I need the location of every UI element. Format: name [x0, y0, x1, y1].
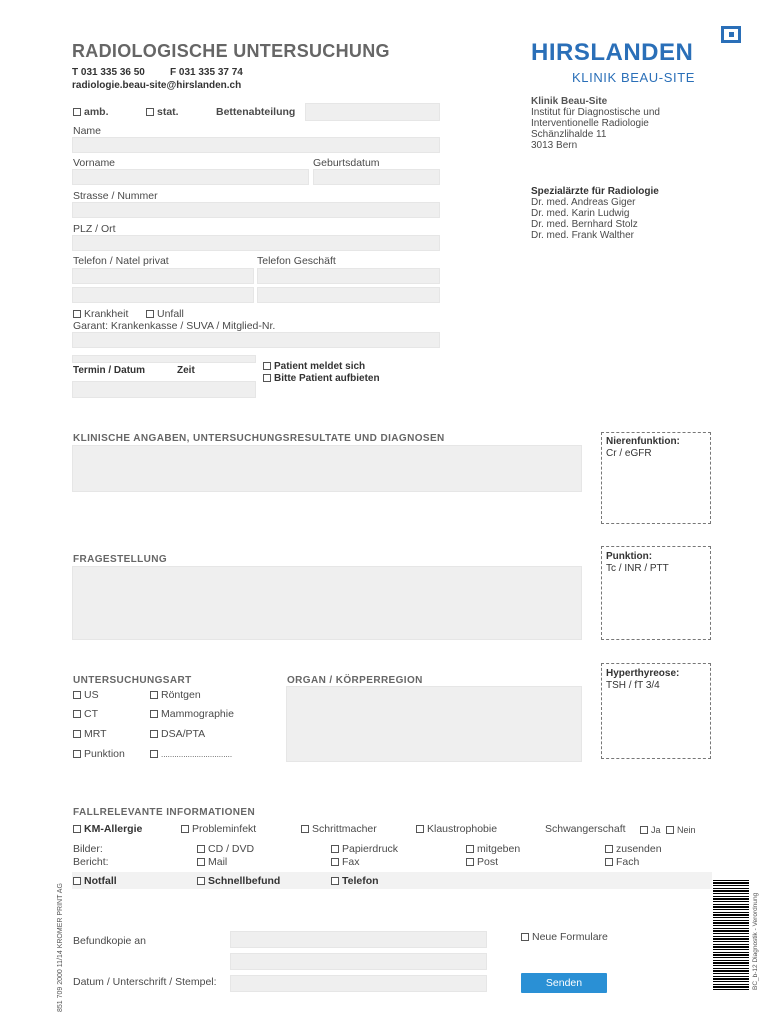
patient-self-label: Patient meldet sich [274, 361, 366, 372]
header-phone: T 031 335 36 50 [72, 67, 145, 78]
paper-label: Papierdruck [342, 843, 399, 855]
city-field[interactable] [72, 235, 440, 251]
puncture-title: Punktion: [606, 551, 653, 562]
km-allergy-checkbox[interactable] [73, 823, 142, 836]
exam-dsa-checkbox[interactable] [150, 728, 205, 741]
barcode-text: BC_b-12 Diagnostik - Verordnung [752, 892, 759, 990]
post-label: Post [477, 856, 499, 868]
images-label: Bilder: [73, 843, 103, 855]
thyroid-box[interactable] [601, 663, 711, 759]
cddvd-label: CD / DVD [208, 843, 255, 855]
checkbox-icon [181, 825, 189, 833]
organ-textarea[interactable] [286, 686, 582, 762]
checkbox-icon [73, 710, 81, 718]
checkbox-icon [331, 858, 339, 866]
new-forms-checkbox[interactable] [521, 931, 608, 944]
barcode [713, 878, 749, 990]
kidney-title: Nierenfunktion: [606, 436, 680, 447]
checkbox-icon [331, 877, 339, 885]
copy-label: Befundkopie an [73, 935, 146, 947]
km-allergy-label: KM-Allergie [84, 823, 143, 835]
amb-label: amb. [84, 106, 109, 118]
post-checkbox[interactable] [466, 856, 498, 869]
name-label: Name [73, 125, 102, 137]
address-street: Schänzlihalde 11 [531, 129, 607, 140]
exam-mrt-checkbox[interactable] [73, 728, 107, 741]
send-button[interactable]: Senden [521, 973, 607, 993]
street-field[interactable] [72, 202, 440, 218]
checkbox-icon [73, 691, 81, 699]
firstname-label: Vorname [73, 157, 116, 169]
puncture-box[interactable] [601, 546, 711, 640]
infekt-label: Probleminfekt [192, 823, 257, 835]
checkbox-icon [521, 933, 529, 941]
exam-roentgen-label: Röntgen [161, 689, 201, 701]
pregnancy-label: Schwangerschaft [545, 823, 626, 835]
phone-business-field-2[interactable] [257, 287, 440, 303]
illness-label: Krankheit [84, 308, 129, 320]
quick-report-checkbox[interactable] [197, 875, 280, 888]
checkbox-icon [605, 845, 613, 853]
phone-business-label: Telefon Geschäft [257, 255, 336, 267]
birthdate-label: Geburtsdatum [313, 157, 380, 169]
exam-other-checkbox[interactable] [150, 748, 232, 761]
section-clinical: KLINISCHE ANGABEN, UNTERSUCHUNGSRESULTATE UND DIAGNOSEN [73, 433, 445, 444]
doctor-item: Dr. med. Andreas Giger [531, 197, 636, 208]
pregnancy-no-checkbox[interactable] [666, 824, 696, 837]
clinical-textarea[interactable] [72, 445, 582, 492]
checkbox-icon [466, 845, 474, 853]
quick-report-label: Schnellbefund [208, 875, 281, 887]
exam-mammo-checkbox[interactable] [150, 708, 234, 721]
checkbox-icon [73, 108, 81, 116]
telephone-checkbox[interactable] [331, 875, 379, 888]
checkbox-icon [73, 310, 81, 318]
birthdate-field[interactable] [313, 169, 440, 185]
checkbox-icon [73, 877, 81, 885]
exam-us-checkbox[interactable] [73, 689, 99, 702]
address-line2: Interventionelle Radiologie [531, 118, 649, 129]
new-forms-label: Neue Formulare [532, 931, 608, 943]
checkbox-icon [197, 877, 205, 885]
exam-dsa-label: DSA/PTA [161, 728, 206, 740]
phone-private-field[interactable] [72, 268, 254, 284]
phone-private-label: Telefon / Natel privat [73, 255, 169, 267]
city-label: PLZ / Ort [73, 223, 116, 235]
guarantor-label: Garant: Krankenkasse / SUVA / Mitglied-Nr. [73, 320, 276, 332]
claustro-label: Klaustrophobie [427, 823, 498, 835]
phone-business-field[interactable] [257, 268, 440, 284]
pigeonhole-label: Fach [616, 856, 640, 868]
copy-field-2[interactable] [230, 953, 487, 970]
fax-label: Fax [342, 856, 360, 868]
thyroid-title: Hyperthyreose: [606, 668, 680, 679]
checkbox-icon [666, 826, 674, 834]
header-email: radiologie.beau-site@hirslanden.ch [72, 80, 242, 91]
header-fax: F 031 335 37 74 [170, 67, 243, 78]
fax-checkbox[interactable] [331, 856, 360, 869]
section-exam-type: UNTERSUCHUNGSART [73, 675, 192, 686]
checkbox-icon [150, 710, 158, 718]
checkbox-icon [466, 858, 474, 866]
kidney-box[interactable] [601, 432, 711, 524]
emergency-checkbox[interactable] [73, 875, 117, 888]
amb-checkbox[interactable] [73, 106, 109, 119]
ward-label: Bettenabteilung [216, 106, 296, 118]
pacemaker-label: Schrittmacher [312, 823, 377, 835]
mail-checkbox[interactable] [197, 856, 227, 869]
patient-summon-label: Bitte Patient aufbieten [274, 373, 380, 384]
telephone-label: Telefon [342, 875, 379, 887]
checkbox-icon [331, 845, 339, 853]
checkbox-icon [73, 750, 81, 758]
checkbox-icon [150, 730, 158, 738]
pregnancy-no-label: Nein [677, 825, 696, 835]
checkbox-icon [146, 310, 154, 318]
section-organ: ORGAN / KÖRPERREGION [287, 675, 423, 686]
checkbox-icon [301, 825, 309, 833]
checkbox-icon [150, 691, 158, 699]
appointment-field[interactable] [72, 381, 256, 398]
checkbox-icon [263, 362, 271, 370]
checkbox-icon [146, 108, 154, 116]
emergency-label: Notfall [84, 875, 117, 887]
section-question: FRAGESTELLUNG [73, 554, 168, 565]
cddvd-checkbox[interactable] [197, 843, 254, 856]
handover-checkbox[interactable] [466, 843, 520, 856]
exam-mammo-label: Mammographie [161, 708, 234, 720]
brand-logo: HIRSLANDEN [531, 39, 694, 66]
handover-label: mitgeben [477, 843, 521, 855]
print-code: 851 709 2000 11/14 KROMER PRINT AG [57, 883, 64, 1012]
send-label: zusenden [616, 843, 662, 855]
claustro-checkbox[interactable] [416, 823, 497, 836]
patient-summon-checkbox[interactable] [263, 372, 380, 385]
exam-ct-label: CT [84, 708, 98, 720]
appointment-date-label: Termin / Datum [73, 365, 146, 376]
infekt-checkbox[interactable] [181, 823, 256, 836]
puncture-sub: Tc / INR / PTT [606, 563, 669, 574]
checkbox-icon [197, 858, 205, 866]
address-name: Klinik Beau-Site [531, 96, 608, 107]
address-line1: Institut für Diagnostische und [531, 107, 660, 118]
checkbox-icon [73, 825, 81, 833]
question-textarea[interactable] [72, 566, 582, 640]
appointment-time-label: Zeit [177, 365, 195, 376]
exam-us-label: US [84, 689, 99, 701]
copy-field[interactable] [230, 931, 487, 948]
exam-punktion-checkbox[interactable] [73, 748, 125, 761]
exam-ct-checkbox[interactable] [73, 708, 98, 721]
doctor-item: Dr. med. Karin Ludwig [531, 208, 630, 219]
doctor-item: Dr. med. Bernhard Stolz [531, 219, 638, 230]
pacemaker-checkbox[interactable] [301, 823, 377, 836]
checkbox-icon [150, 750, 158, 758]
accident-label: Unfall [157, 308, 184, 320]
exam-roentgen-checkbox[interactable] [150, 689, 201, 702]
kidney-sub: Cr / eGFR [606, 448, 652, 459]
firstname-field[interactable] [72, 169, 309, 185]
checkbox-icon [197, 845, 205, 853]
pregnancy-yes-checkbox[interactable] [640, 824, 661, 837]
doctors-heading: Spezialärzte für Radiologie [531, 186, 659, 197]
ward-field[interactable] [305, 103, 440, 121]
name-field[interactable] [72, 137, 440, 153]
urgency-strip [72, 872, 712, 889]
signature-field[interactable] [230, 975, 487, 992]
doctor-item: Dr. med. Frank Walther [531, 230, 634, 241]
checkbox-icon [263, 374, 271, 382]
guarantor-field[interactable] [72, 332, 440, 348]
checkbox-icon [640, 826, 648, 834]
pregnancy-yes-label: Ja [651, 825, 661, 835]
checkbox-icon [73, 730, 81, 738]
logo-mark-icon [721, 26, 741, 43]
stat-checkbox[interactable] [146, 106, 179, 119]
checkbox-icon [605, 858, 613, 866]
send-checkbox[interactable] [605, 843, 662, 856]
exam-punktion-label: Punktion [84, 748, 125, 760]
signature-label: Datum / Unterschrift / Stempel: [73, 976, 217, 988]
checkbox-icon [416, 825, 424, 833]
report-label: Bericht: [73, 856, 109, 868]
exam-other-label: ................................ [161, 750, 233, 759]
pigeonhole-checkbox[interactable] [605, 856, 639, 869]
clinic-name: KLINIK BEAU-SITE [572, 70, 696, 85]
phone-private-field-2[interactable] [72, 287, 254, 303]
paper-checkbox[interactable] [331, 843, 398, 856]
thyroid-sub: TSH / fT 3/4 [606, 680, 660, 691]
mail-label: Mail [208, 856, 228, 868]
section-relevant: FALLRELEVANTE INFORMATIONEN [73, 807, 256, 818]
address-city: 3013 Bern [531, 140, 578, 151]
stat-label: stat. [157, 106, 179, 118]
page-title: RADIOLOGISCHE UNTERSUCHUNG [72, 41, 390, 61]
appointment-row-top[interactable] [72, 355, 256, 363]
exam-mrt-label: MRT [84, 728, 107, 740]
street-label: Strasse / Nummer [73, 190, 158, 202]
